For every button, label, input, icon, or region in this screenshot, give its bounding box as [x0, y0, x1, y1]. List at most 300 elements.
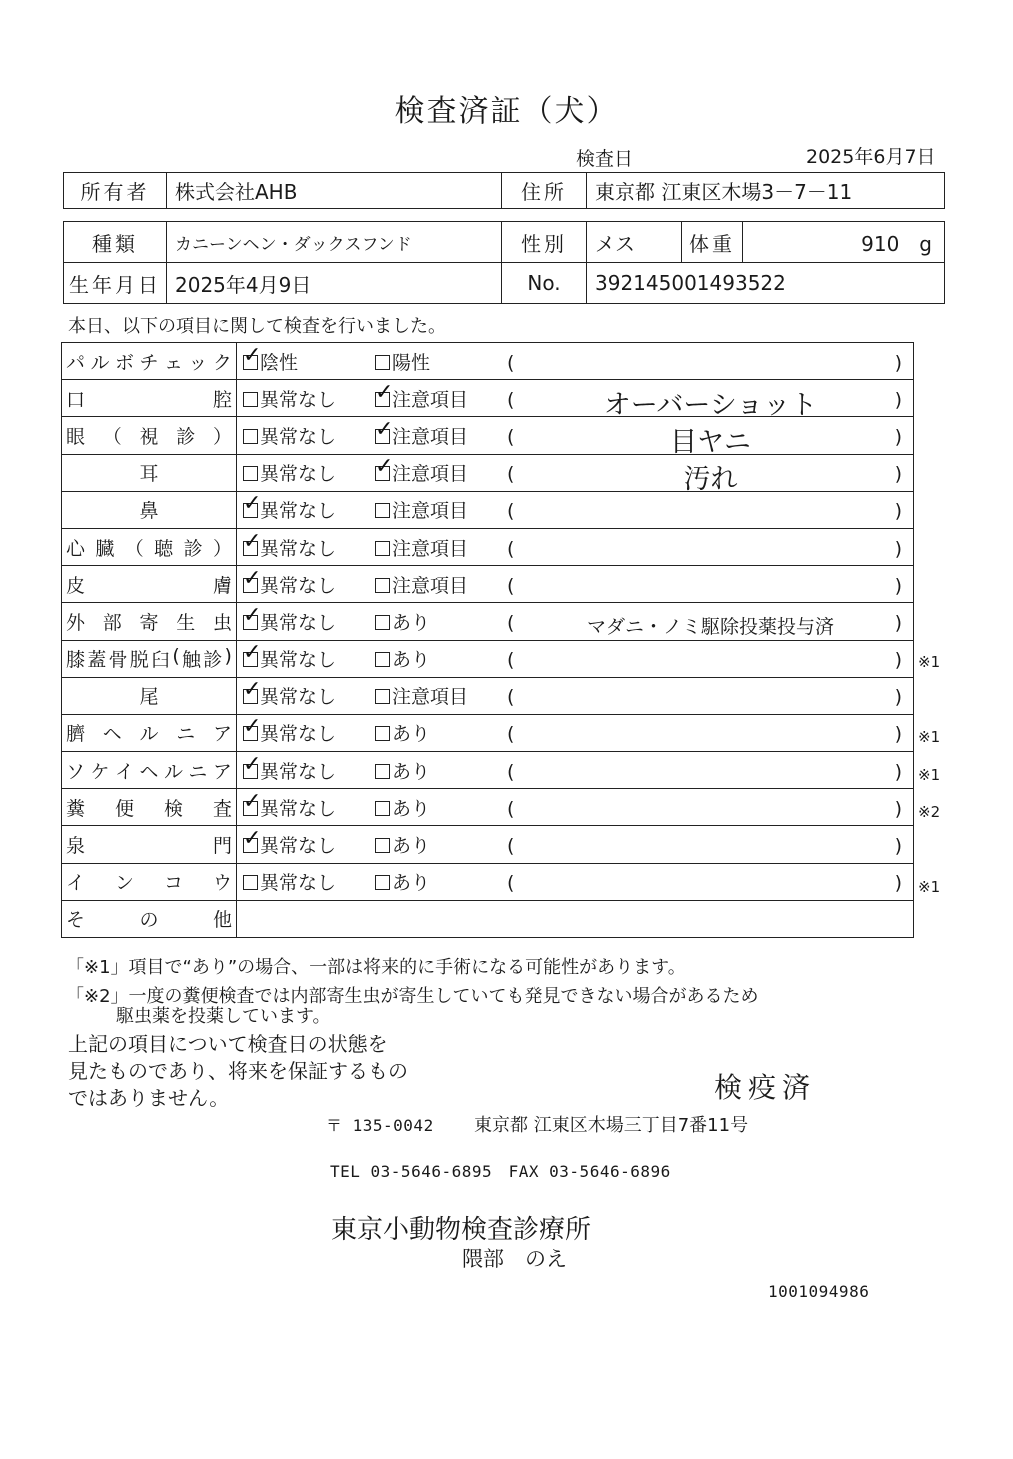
option-2[interactable]: [375, 719, 507, 746]
check-row: [62, 528, 914, 565]
option-2[interactable]: [375, 571, 507, 598]
check-item-char: ソ: [66, 760, 86, 783]
footnote-mark: ※1: [918, 728, 941, 746]
check-item-cell: [62, 789, 237, 826]
option-2-label: 注意項目: [392, 388, 469, 411]
paren-open: (: [507, 463, 515, 486]
check-item-char: ）: [212, 425, 232, 448]
option-2-label: 注意項目: [392, 686, 469, 709]
check-item-char: 部: [102, 611, 122, 634]
breed-label: 種類: [64, 222, 167, 263]
check-item-char: 視: [139, 425, 159, 448]
check-item-label: [66, 682, 232, 709]
check-row: [62, 752, 914, 789]
check-item-char: ケ: [90, 760, 110, 783]
comment-field: [507, 538, 902, 560]
option-2[interactable]: [375, 757, 507, 784]
check-item-label: [66, 385, 232, 412]
birth-label: 生年月日: [64, 263, 167, 304]
option-1-label: 異常なし: [260, 649, 337, 672]
paren-close: ): [894, 388, 902, 411]
sex-value: メス: [587, 222, 682, 263]
checkbox-icon[interactable]: [243, 689, 258, 704]
option-2[interactable]: [375, 422, 507, 449]
check-item-label: [66, 348, 232, 375]
check-row: [62, 826, 914, 863]
check-item-char: 臍: [66, 723, 86, 746]
other-label-char: そ: [66, 909, 86, 932]
option-2[interactable]: [375, 534, 507, 561]
check-row: [62, 380, 914, 417]
option-1[interactable]: [243, 385, 375, 412]
check-item-char: 尾: [139, 686, 159, 709]
check-item-cell: [62, 491, 237, 528]
check-item-char: ク: [212, 351, 232, 374]
option-2[interactable]: [375, 496, 507, 523]
checkbox-icon[interactable]: [375, 392, 390, 407]
other-label-char: の: [139, 909, 159, 932]
other-label: [66, 905, 232, 932]
check-item-char: ル: [139, 723, 159, 746]
note-1: 「※1」項目で“あり”の場合、一部は将来的に手術になる可能性があります。: [66, 957, 686, 978]
paren-close: ): [894, 686, 902, 709]
check-item-char: 耳: [139, 463, 159, 486]
no-label: No.: [502, 263, 587, 304]
document-title: 検査済証（犬）: [394, 94, 619, 129]
paren-open: (: [507, 574, 515, 597]
option-2-label: あり: [392, 872, 431, 895]
check-result-cell: [237, 714, 914, 751]
check-row: [62, 603, 914, 640]
check-item-char: （: [124, 537, 144, 560]
paren-close: ): [894, 797, 902, 820]
check-result-cell: [237, 491, 914, 528]
check-result-cell: [237, 789, 914, 826]
paren-close: ): [894, 463, 902, 486]
address-label: 住所: [502, 173, 587, 209]
option-2[interactable]: [375, 459, 507, 486]
check-item-cell: [62, 454, 237, 491]
check-item-cell: [62, 826, 237, 863]
paren-open: (: [507, 797, 515, 820]
check-item-cell: [62, 417, 237, 454]
check-item-char: ル: [90, 351, 110, 374]
check-item-char: 診: [203, 649, 223, 672]
disclaimer-line: 上記の項目について検査日の状態を: [68, 1032, 388, 1056]
option-1[interactable]: [243, 682, 375, 709]
disclaimer-line: ではありません。: [68, 1086, 230, 1110]
check-item-cell: [62, 566, 237, 603]
check-item-label: [66, 422, 232, 449]
check-item-char: イ: [114, 760, 134, 783]
note-2-cont: 駆虫薬を投薬しています。: [116, 1006, 331, 1027]
disclaimer-line: 見たものであり、将来を保証するもの: [68, 1059, 408, 1083]
checkbox-icon[interactable]: [375, 689, 390, 704]
check-item-char: 査: [212, 797, 232, 820]
option-2-label: 注意項目: [392, 463, 469, 486]
comment-field: [507, 686, 902, 708]
paren-close: ): [894, 760, 902, 783]
address-value: 東京都 江東区木場3－7－11: [587, 173, 945, 209]
option-2-label: 注意項目: [392, 574, 469, 597]
check-item-char: ヘ: [139, 760, 159, 783]
check-result-cell: [237, 863, 914, 900]
option-1-label: 異常なし: [260, 463, 337, 486]
checkbox-icon[interactable]: [243, 652, 258, 667]
check-item-char: ヘ: [102, 723, 122, 746]
check-item-char: ア: [212, 760, 232, 783]
checkbox-icon[interactable]: [375, 355, 390, 370]
comment-field: [507, 611, 902, 638]
check-item-char: コ: [163, 872, 183, 895]
check-item-cell: [62, 677, 237, 714]
check-row: [62, 677, 914, 714]
check-result-cell: [237, 454, 914, 496]
other-value: [237, 900, 914, 937]
disclaimer: [68, 1031, 408, 1112]
option-1-label: 異常なし: [260, 872, 337, 895]
comment-field: [507, 425, 902, 458]
option-2-label: あり: [392, 797, 431, 820]
check-item-label: [66, 608, 232, 635]
check-row: [62, 566, 914, 603]
checkbox-icon[interactable]: [375, 801, 390, 816]
check-item-char: イ: [66, 872, 86, 895]
checkbox-icon[interactable]: [243, 764, 258, 779]
option-1[interactable]: [243, 757, 375, 784]
option-1[interactable]: [243, 608, 375, 635]
option-2-label: あり: [392, 835, 431, 858]
document-id: 1001094986: [768, 1282, 870, 1301]
check-item-char: 寄: [139, 611, 159, 634]
check-result-cell: [237, 603, 914, 640]
option-1[interactable]: [243, 571, 375, 598]
footnote-mark: ※2: [918, 803, 941, 822]
checkbox-icon[interactable]: [375, 764, 390, 779]
option-1[interactable]: [243, 794, 375, 821]
check-item-cell: [62, 343, 237, 380]
option-1-label: 異常なし: [260, 388, 337, 411]
checkbox-icon[interactable]: [243, 466, 258, 481]
option-2-label: あり: [392, 611, 431, 634]
option-1-label: 異常なし: [260, 425, 337, 448]
paren-open: (: [507, 500, 515, 523]
check-item-char: ボ: [114, 351, 134, 374]
note-2: 「※2」一度の糞便検査では内部寄生虫が寄生していても発見できない場合があるため: [66, 986, 759, 1007]
check-result-cell: [237, 343, 914, 380]
option-2-label: あり: [392, 723, 431, 746]
check-item-char: 膝: [66, 649, 86, 672]
clinic-person: 隈部 のえ: [462, 1247, 567, 1271]
check-item-label: [66, 757, 232, 784]
check-result-cell: [237, 752, 914, 789]
option-2[interactable]: [375, 868, 507, 895]
comment-field: [507, 463, 902, 496]
clinic-phone: TEL 03-5646-6895 FAX 03-5646-6896: [330, 1162, 671, 1181]
paren-close: ): [894, 611, 902, 634]
check-row: [62, 491, 914, 528]
paren-open: (: [507, 537, 515, 560]
clinic-postal: 〒 135-0042: [326, 1116, 434, 1135]
check-item-cell: [62, 714, 237, 751]
paren-open: (: [507, 686, 515, 709]
option-1[interactable]: [243, 496, 375, 523]
comment-field: [507, 761, 902, 783]
check-item-char: 皮: [66, 574, 86, 597]
paren-close: ): [894, 835, 902, 858]
check-item-char: 臓: [95, 537, 115, 560]
check-row: [62, 789, 914, 826]
checkbox-icon[interactable]: [375, 838, 390, 853]
option-1-label: 異常なし: [260, 760, 337, 783]
check-item-label: [66, 459, 232, 486]
comment-text: 汚れ: [683, 464, 738, 496]
clinic-name: 東京小動物検査診療所: [331, 1215, 592, 1245]
footnote-mark: ※1: [918, 878, 941, 897]
option-1[interactable]: [243, 348, 375, 375]
footnote-mark: ※1: [918, 765, 941, 784]
checkbox-icon[interactable]: [243, 392, 258, 407]
option-2-label: あり: [392, 760, 431, 783]
paren-open: (: [507, 649, 515, 672]
check-item-char: 虫: [212, 611, 232, 634]
option-2[interactable]: [375, 682, 507, 709]
check-item-char: 門: [212, 835, 232, 858]
paren-open: (: [507, 425, 515, 448]
check-item-cell: [62, 863, 237, 900]
no-value: 392145001493522: [587, 263, 945, 304]
check-item-label: [66, 868, 232, 895]
comment-field: [507, 872, 902, 894]
check-result-cell: [237, 826, 914, 863]
check-item-char: 糞: [66, 797, 86, 820]
option-2[interactable]: [375, 794, 507, 821]
check-item-char: ン: [114, 872, 134, 895]
option-1[interactable]: [243, 422, 375, 449]
check-item-char: ウ: [212, 872, 232, 895]
check-item-char: 触: [182, 649, 202, 672]
check-item-label: [66, 719, 232, 746]
check-item-char: 臼: [151, 649, 171, 672]
check-item-char: 診: [183, 537, 203, 560]
check-item-char: 検: [163, 797, 183, 820]
checkbox-icon[interactable]: [375, 429, 390, 444]
comment-field: [507, 835, 902, 857]
quarantine-stamp: 検疫済: [714, 1071, 817, 1104]
check-item-char: パ: [66, 351, 86, 374]
check-row: [62, 640, 914, 677]
option-1-label: 異常なし: [260, 500, 337, 523]
checkbox-icon[interactable]: [243, 615, 258, 630]
other-label-char: 他: [212, 909, 232, 932]
paren-open: (: [507, 611, 515, 634]
comment-field: [507, 723, 902, 745]
check-result-cell: [237, 640, 914, 677]
check-item-label: [66, 831, 232, 858]
option-2[interactable]: [375, 831, 507, 858]
check-result-cell: [237, 677, 914, 714]
checkbox-icon[interactable]: [243, 355, 258, 370]
checkbox-icon[interactable]: [243, 838, 258, 853]
comment-text: 目ヤニ: [670, 426, 751, 458]
check-row: [62, 343, 914, 380]
check-item-cell: [62, 603, 237, 640]
check-item-char: 外: [66, 611, 86, 634]
option-1[interactable]: [243, 831, 375, 858]
owner-value: 株式会社AHB: [167, 173, 502, 209]
comment-text: マダニ・ノミ駆除投薬投与済: [586, 615, 834, 638]
check-item-char: ッ: [188, 351, 208, 374]
footnote-mark: ※1: [918, 652, 941, 671]
checkbox-icon[interactable]: [243, 541, 258, 556]
check-item-char: 脱: [129, 649, 149, 672]
checkbox-icon[interactable]: [375, 875, 390, 890]
check-item-char: （: [102, 425, 122, 448]
check-item-label: [66, 534, 232, 561]
intro-text: 本日、以下の項目に関して検査を行いました。: [68, 316, 446, 337]
paren-close: ): [894, 537, 902, 560]
option-1-label: 異常なし: [260, 686, 337, 709]
checkbox-icon[interactable]: [243, 801, 258, 816]
check-item-char: (: [172, 645, 180, 668]
check-item-char: 腔: [212, 388, 232, 411]
paren-open: (: [507, 835, 515, 858]
option-1[interactable]: [243, 534, 375, 561]
comment-field: [507, 649, 902, 671]
paren-close: ): [894, 351, 902, 374]
option-2-label: 注意項目: [392, 500, 469, 523]
paren-close: ): [894, 574, 902, 597]
check-item-char: 便: [114, 797, 134, 820]
check-row: [62, 454, 914, 491]
paren-open: (: [507, 872, 515, 895]
weight-value: 910 g: [743, 222, 945, 263]
comment-field: [507, 500, 902, 522]
paren-open: (: [507, 723, 515, 746]
checkbox-icon[interactable]: [375, 466, 390, 481]
checkbox-icon[interactable]: [375, 541, 390, 556]
option-1[interactable]: [243, 645, 375, 672]
option-2-label: 注意項目: [392, 425, 469, 448]
exam-date-label: 検査日: [576, 148, 634, 170]
paren-open: (: [507, 388, 515, 411]
exam-date-value: 2025年6月7日: [806, 146, 936, 168]
check-row: [62, 714, 914, 751]
check-item-char: ニ: [176, 723, 196, 746]
option-2[interactable]: [375, 385, 507, 412]
check-item-char: ）: [212, 537, 232, 560]
check-item-label: [66, 645, 232, 672]
option-1-label: 異常なし: [260, 537, 337, 560]
comment-text: オーバーショット: [603, 389, 818, 421]
checkbox-icon[interactable]: [243, 578, 258, 593]
checkbox-icon[interactable]: [243, 875, 258, 890]
check-item-label: [66, 571, 232, 598]
checkbox-icon[interactable]: [375, 578, 390, 593]
paren-open: (: [507, 351, 515, 374]
comment-field: [507, 388, 902, 421]
option-1-label: 異常なし: [260, 723, 337, 746]
check-item-char: 蓋: [87, 649, 107, 672]
comment-field: [507, 798, 902, 820]
animal-info-table: [63, 221, 945, 304]
paren-close: ): [894, 649, 902, 672]
option-1-label: 異常なし: [260, 574, 337, 597]
option-2[interactable]: [375, 348, 507, 375]
checkbox-icon[interactable]: [375, 503, 390, 518]
option-2-label: 陽性: [392, 351, 431, 374]
check-result-cell: [237, 528, 914, 565]
check-result-cell: [237, 380, 914, 421]
check-item-char: 診: [176, 425, 196, 448]
check-item-char: 心: [66, 537, 86, 560]
checkbox-icon[interactable]: [243, 726, 258, 741]
breed-value: カニーンヘン・ダックスフンド: [167, 222, 502, 263]
check-item-char: ): [224, 645, 232, 668]
check-item-char: 口: [66, 388, 86, 411]
checkbox-icon[interactable]: [243, 503, 258, 518]
comment-field: [507, 352, 902, 374]
paren-close: ): [894, 425, 902, 448]
check-row: [62, 417, 914, 454]
sex-label: 性別: [502, 222, 587, 263]
check-result-cell: [237, 566, 914, 603]
option-2[interactable]: [375, 608, 507, 635]
paren-close: ): [894, 500, 902, 523]
check-item-char: ニ: [188, 760, 208, 783]
clinic-address: 東京都 江東区木場三丁目7番11号: [474, 1115, 749, 1136]
owner-table: [63, 172, 945, 209]
check-item-label: [66, 794, 232, 821]
weight-label: 体重: [682, 222, 743, 263]
check-item-char: ェ: [163, 351, 183, 374]
check-item-cell: [62, 528, 237, 565]
option-1[interactable]: [243, 868, 375, 895]
option-2-label: あり: [392, 649, 431, 672]
other-label-cell: [62, 900, 237, 937]
check-item-char: 膚: [212, 574, 232, 597]
checkbox-icon[interactable]: [375, 726, 390, 741]
option-1-label: 異常なし: [260, 797, 337, 820]
check-item-char: 生: [176, 611, 196, 634]
check-item-char: ル: [163, 760, 183, 783]
checkbox-icon[interactable]: [243, 429, 258, 444]
check-item-cell: [62, 380, 237, 417]
comment-field: [507, 575, 902, 597]
paren-open: (: [507, 760, 515, 783]
check-item-cell: [62, 640, 237, 677]
check-item-char: 鼻: [139, 500, 159, 523]
check-item-cell: [62, 752, 237, 789]
option-1-label: 異常なし: [260, 835, 337, 858]
check-result-cell: [237, 417, 914, 458]
checkbox-icon[interactable]: [375, 615, 390, 630]
check-table: [61, 342, 914, 938]
option-2[interactable]: [375, 645, 507, 672]
option-2-label: 注意項目: [392, 537, 469, 560]
option-1[interactable]: [243, 719, 375, 746]
checkbox-icon[interactable]: [375, 652, 390, 667]
check-item-char: 聴: [154, 537, 174, 560]
owner-label: 所有者: [64, 173, 167, 209]
check-item-char: 眼: [66, 425, 86, 448]
check-item-char: 泉: [66, 835, 86, 858]
option-1[interactable]: [243, 459, 375, 486]
option-1-label: 陰性: [260, 351, 299, 374]
check-row: [62, 863, 914, 900]
option-1-label: 異常なし: [260, 611, 337, 634]
paren-close: ): [894, 872, 902, 895]
